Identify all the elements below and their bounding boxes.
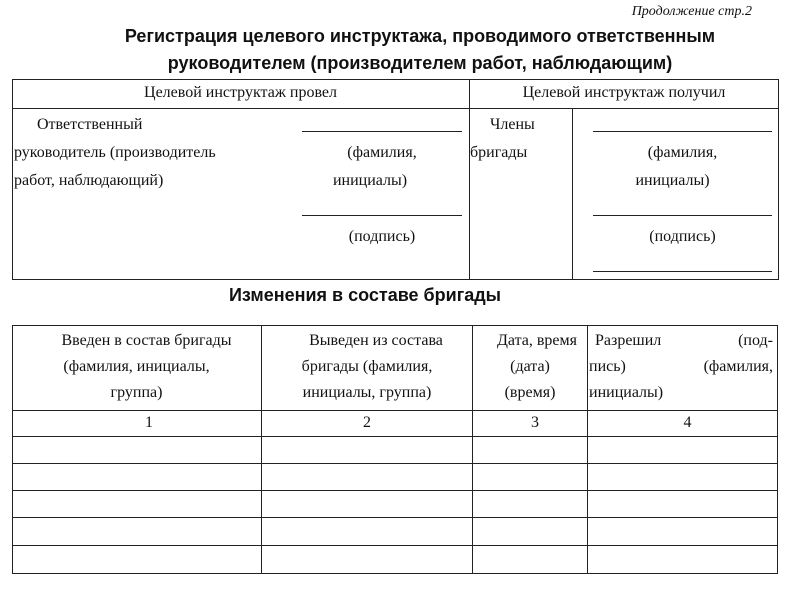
crew-col1-line-3: группа) <box>110 384 163 401</box>
crew-col2-line-2: бригады (фамилия, <box>301 358 433 375</box>
crew-col1-line-1: Введен в состав бригады <box>61 332 232 349</box>
crew-table-line-row-2 <box>12 490 778 491</box>
crew-table-divider-3 <box>587 325 588 574</box>
header-received: Целевой инструктаж получил <box>522 84 726 101</box>
crew-col4-line-1: Разрешил (под- <box>595 332 773 349</box>
received-role-line-2: бригады <box>470 144 528 161</box>
crew-table-border-top <box>12 325 778 326</box>
table-divider-right <box>572 108 573 280</box>
crew-col2-line-1: Выведен из состава <box>309 332 443 349</box>
page-title-line-1: Регистрация целевого инструктажа, проводимого ответственным <box>124 26 716 46</box>
column-number-3: 3 <box>531 414 539 431</box>
crew-table-line-row-1 <box>12 463 778 464</box>
conducted-role-line-2: руководитель (производитель <box>14 144 216 161</box>
table-border-right <box>778 79 779 280</box>
column-number-4: 4 <box>683 414 692 431</box>
conducted-name-label-1: (фамилия, <box>347 144 417 161</box>
crew-col1-line-2: (фамилия, инициалы, <box>63 358 210 375</box>
table-border-bottom <box>12 279 779 280</box>
received-role-line-1: Члены <box>490 116 535 133</box>
received-signature-label: (подпись) <box>649 228 716 245</box>
crew-table-line-row-4 <box>12 545 778 546</box>
received-extra-field-line <box>593 271 772 272</box>
header-conducted: Целевой инструктаж провел <box>144 84 337 101</box>
page-title-line-2: руководителем (производителем работ, наблюдающим) <box>167 53 673 73</box>
conducted-name-label-2: инициалы) <box>332 172 408 189</box>
crew-table-divider-2 <box>472 325 473 574</box>
continuation-note: Продолжение стр.2 <box>631 4 752 19</box>
crew-table-border-bottom <box>12 573 778 574</box>
table-border-left <box>12 79 13 280</box>
crew-table-divider-1 <box>261 325 262 574</box>
received-name-label-2: инициалы) <box>635 172 710 189</box>
crew-col3-line-3: (время) <box>504 384 556 401</box>
crew-table-line-numbers <box>12 436 778 437</box>
crew-col3-header <box>474 328 586 406</box>
crew-col2-header <box>263 328 471 406</box>
conducted-role-line-1: Ответственный <box>37 116 143 133</box>
received-name-field-line <box>593 131 772 132</box>
received-signature-field-line <box>593 215 772 216</box>
column-number-2: 2 <box>363 414 371 431</box>
crew-col4-line-3: инициалы) <box>589 384 664 401</box>
crew-table-border-right <box>777 325 778 574</box>
conducted-role-line-3: работ, наблюдающий) <box>14 172 164 189</box>
column-number-1: 1 <box>145 414 153 431</box>
conducted-signature-field-line <box>302 215 462 216</box>
received-name-label-1: (фамилия, <box>647 144 718 161</box>
conducted-signature-label: (подпись) <box>348 228 416 245</box>
crew-table-border-left <box>12 325 13 574</box>
conducted-name-field-line <box>302 131 462 132</box>
page-title <box>60 23 780 77</box>
crew-table-line-row-3 <box>12 517 778 518</box>
table-divider-main <box>469 79 470 280</box>
crew-col1-header <box>14 328 259 406</box>
crew-col3-line-2: (дата) <box>510 358 550 375</box>
crew-col4-line-2: пись) (фамилия, <box>589 358 773 375</box>
crew-col2-line-3: инициалы, группа) <box>302 384 432 401</box>
section-title: Изменения в составе бригады <box>228 285 502 305</box>
crew-col4-header <box>589 328 773 406</box>
crew-col3-line-1: Дата, время <box>496 332 578 349</box>
